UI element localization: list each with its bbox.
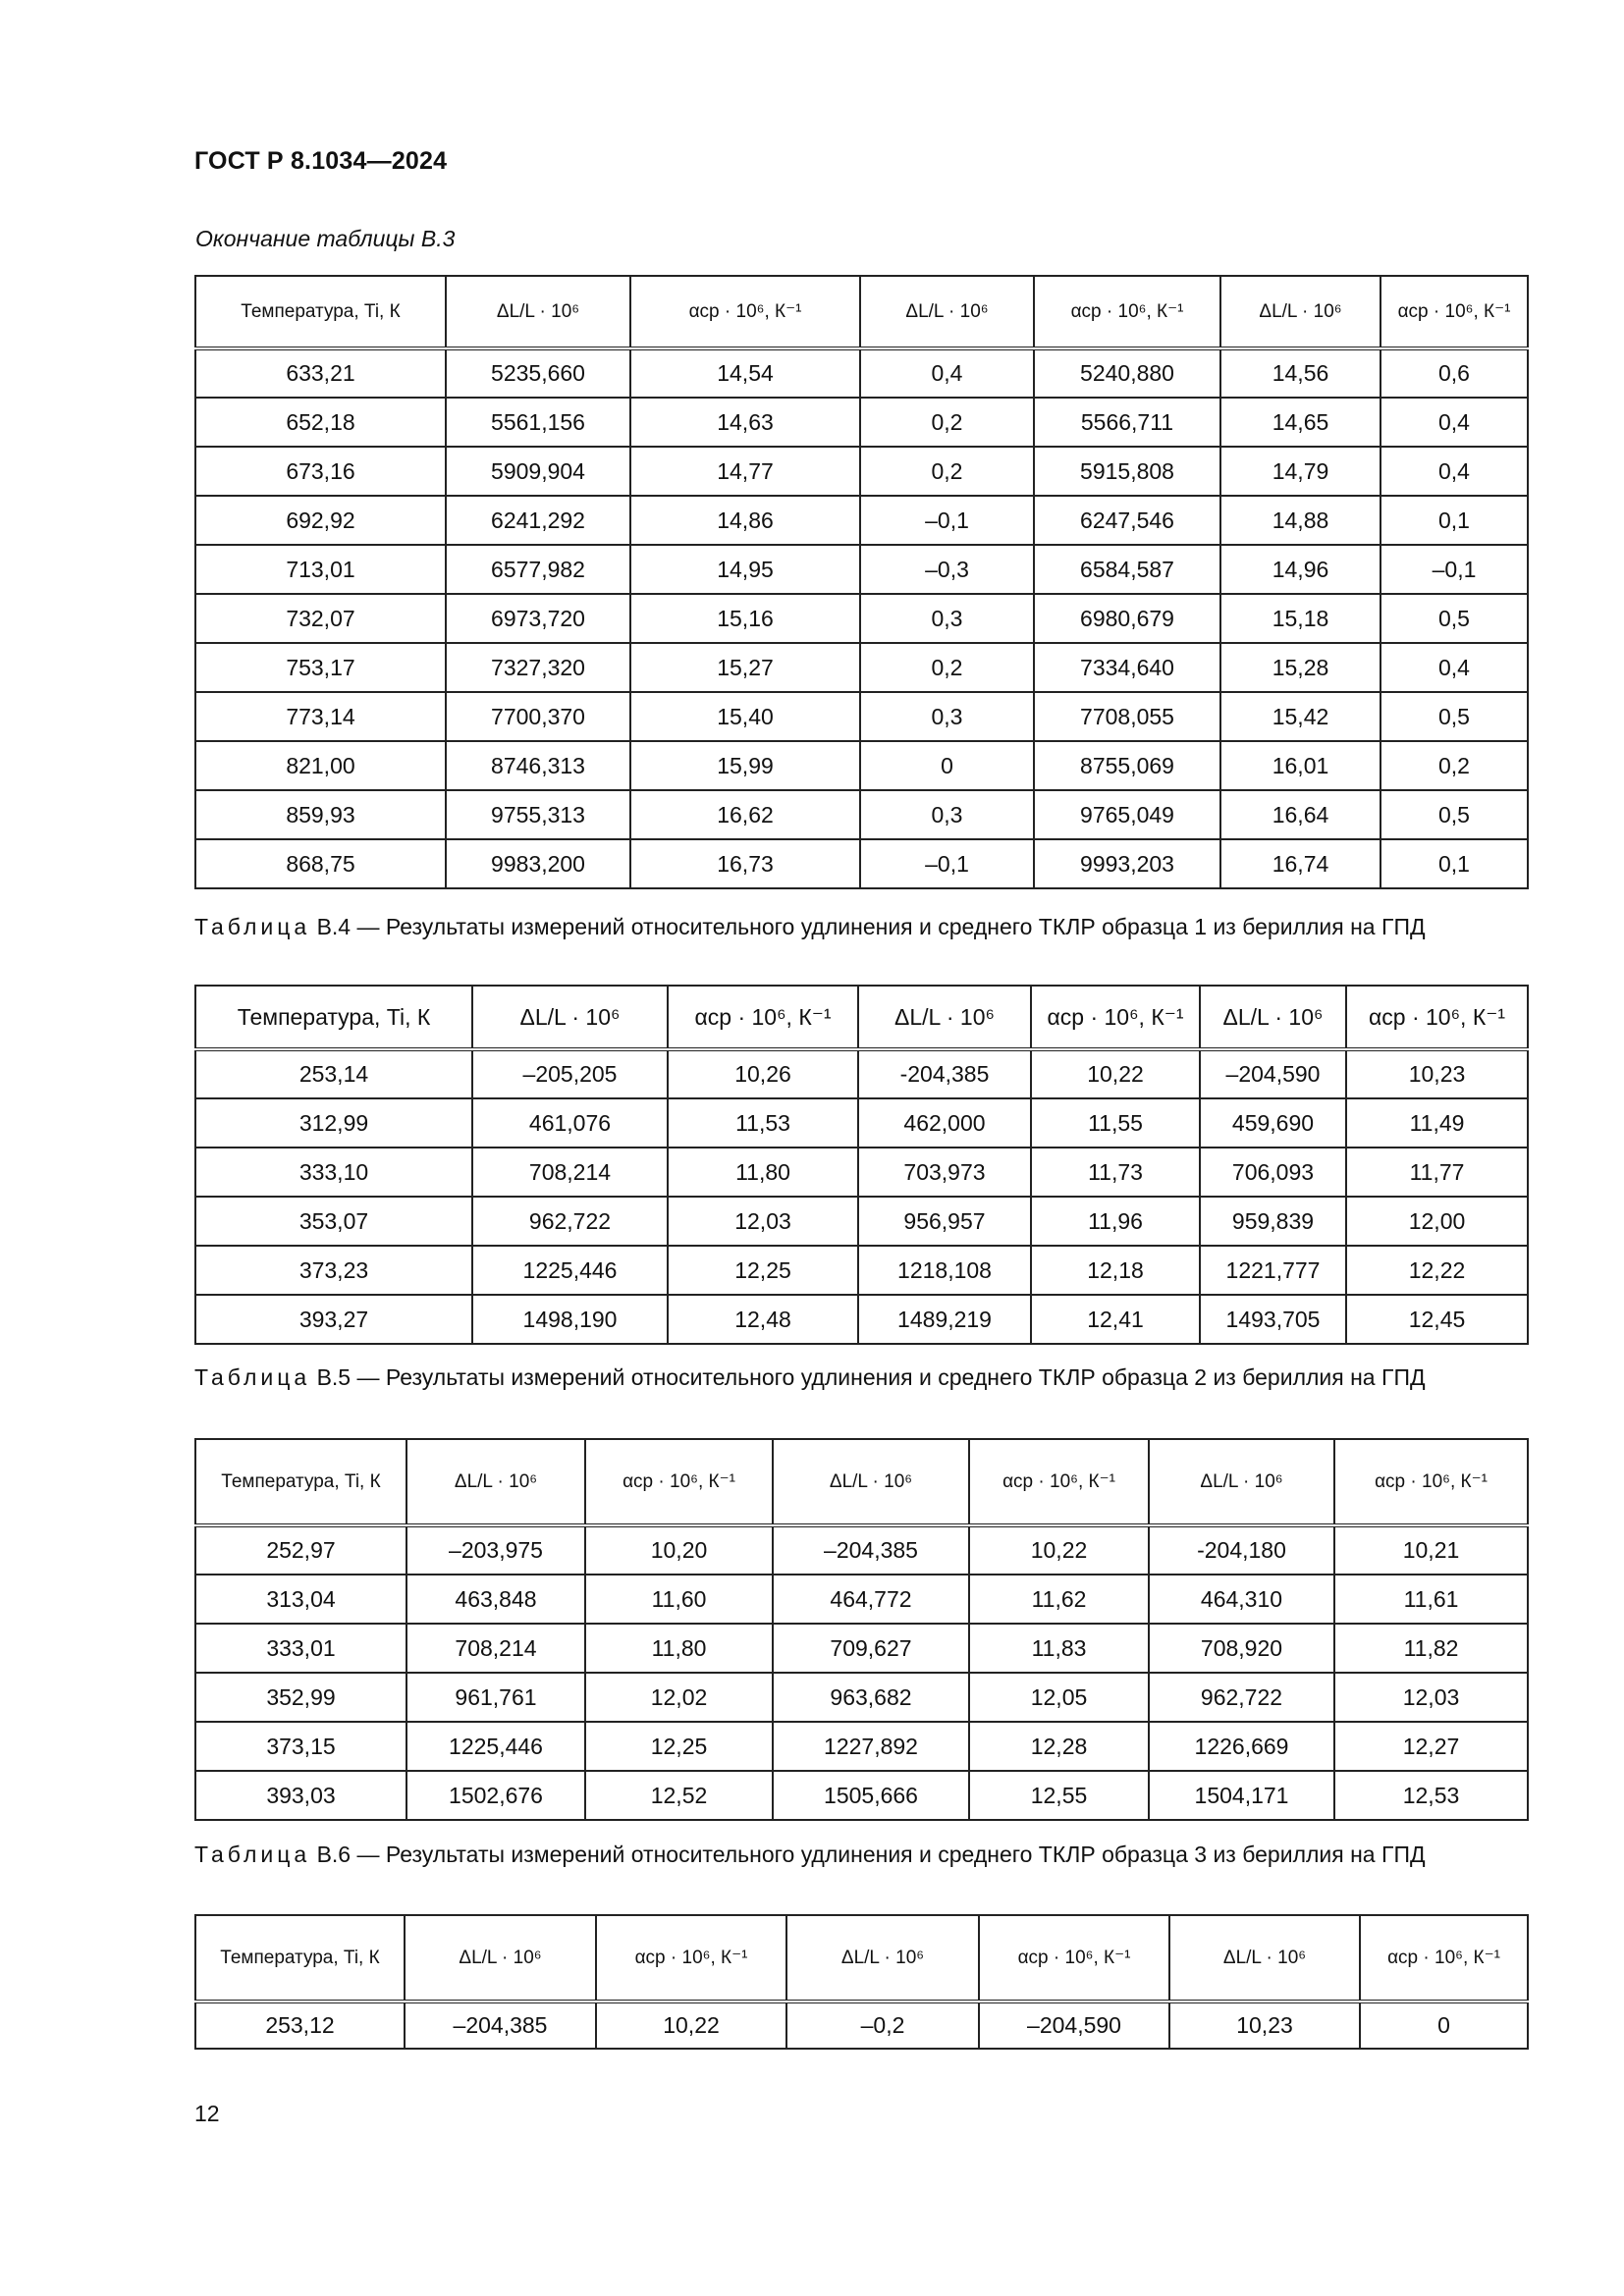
table-cell: 673,16: [195, 447, 446, 496]
table-cell: 8746,313: [446, 741, 630, 790]
table-cell: 14,86: [630, 496, 860, 545]
table-cell: 0,4: [1380, 398, 1528, 447]
table-cell: 353,07: [195, 1197, 472, 1246]
table-row: [195, 1624, 1528, 1673]
table-cell: 732,07: [195, 594, 446, 643]
table-cell: 10,22: [596, 2002, 786, 2049]
table-cell: –0,2: [786, 2002, 979, 2049]
table-cell: 0,3: [860, 790, 1034, 839]
table-cell: 12,48: [668, 1295, 858, 1344]
table-cell: –0,1: [1380, 545, 1528, 594]
table-cell: 1505,666: [773, 1771, 969, 1820]
table-cell: 708,214: [406, 1624, 585, 1673]
table-row: [195, 594, 1528, 643]
table-cell: 11,60: [585, 1575, 773, 1624]
table-cell: 11,53: [668, 1098, 858, 1148]
table-cell: 692,92: [195, 496, 446, 545]
table-cell: 5566,711: [1034, 398, 1220, 447]
column-header: ΔL/L · 10⁶: [472, 986, 668, 1049]
table-cell: 0,3: [860, 692, 1034, 741]
table-cell: 1493,705: [1200, 1295, 1346, 1344]
table-cell: 12,22: [1346, 1246, 1528, 1295]
table-cell: 0,2: [860, 398, 1034, 447]
table-cell: 7700,370: [446, 692, 630, 741]
table-cell: 252,97: [195, 1525, 406, 1575]
table-cell: 11,77: [1346, 1148, 1528, 1197]
page-number: 12: [194, 2101, 220, 2126]
column-header: αср · 10⁶, К⁻¹: [668, 986, 858, 1049]
table-cell: 11,62: [969, 1575, 1149, 1624]
table-cell: 961,761: [406, 1673, 585, 1722]
table-cell: 1504,171: [1149, 1771, 1334, 1820]
table-cell: 1221,777: [1200, 1246, 1346, 1295]
table-row: [195, 643, 1528, 692]
table-cell: –0,1: [860, 839, 1034, 888]
table-cell: 1226,669: [1149, 1722, 1334, 1771]
table-cell: 706,093: [1200, 1148, 1346, 1197]
table-row: [195, 1575, 1528, 1624]
table-cell: 11,83: [969, 1624, 1149, 1673]
table-label: Таблица: [194, 1842, 311, 1867]
column-header: αср · 10⁶, К⁻¹: [979, 1915, 1169, 2002]
table-row: [195, 1771, 1528, 1820]
table-cell: –204,590: [979, 2002, 1169, 2049]
table-row: [195, 692, 1528, 741]
table-cell: 16,62: [630, 790, 860, 839]
header-row: [195, 1915, 1528, 2002]
table-row: [195, 1295, 1528, 1344]
table-cell: 14,95: [630, 545, 860, 594]
table-cell: 1498,190: [472, 1295, 668, 1344]
table-label: Таблица: [194, 1364, 311, 1390]
table-cell: 708,214: [472, 1148, 668, 1197]
column-header: αср · 10⁶, К⁻¹: [1334, 1439, 1528, 1525]
table-cell: 0,4: [1380, 447, 1528, 496]
table-cell: 633,21: [195, 348, 446, 398]
table-cell: 6584,587: [1034, 545, 1220, 594]
table-cell: 12,41: [1031, 1295, 1200, 1344]
table-cell: 464,772: [773, 1575, 969, 1624]
table-cell: –204,385: [773, 1525, 969, 1575]
table-row: [195, 839, 1528, 888]
table-cell: 253,12: [195, 2002, 405, 2049]
table-cell: 393,03: [195, 1771, 406, 1820]
column-header: αср · 10⁶, К⁻¹: [1380, 276, 1528, 348]
table-cell: 7708,055: [1034, 692, 1220, 741]
table-b5-caption: [194, 1362, 1527, 1393]
table-cell: 459,690: [1200, 1098, 1346, 1148]
table-cell: 15,40: [630, 692, 860, 741]
table-cell: 14,54: [630, 348, 860, 398]
table-cell: 773,14: [195, 692, 446, 741]
table-cell: 821,00: [195, 741, 446, 790]
table-cell: 11,80: [668, 1148, 858, 1197]
table-cell: 5909,904: [446, 447, 630, 496]
column-header: Температура, Ti, К: [195, 1439, 406, 1525]
table-cell: 14,96: [1220, 545, 1380, 594]
table-cell: 15,42: [1220, 692, 1380, 741]
table-cell: 10,23: [1169, 2002, 1360, 2049]
table-cell: –0,1: [860, 496, 1034, 545]
table-cell: 959,839: [1200, 1197, 1346, 1246]
table-row: [195, 1197, 1528, 1246]
table-cell: 253,14: [195, 1049, 472, 1098]
table-cell: 868,75: [195, 839, 446, 888]
column-header: Температура, Ti, К: [195, 1915, 405, 2002]
column-header: ΔL/L · 10⁶: [405, 1915, 596, 2002]
table-label: Таблица: [194, 914, 311, 939]
table-row: [195, 1246, 1528, 1295]
table-cell: 703,973: [858, 1148, 1031, 1197]
column-header: αср · 10⁶, К⁻¹: [596, 1915, 786, 2002]
table-b4: [194, 985, 1529, 1345]
table-cell: 12,02: [585, 1673, 773, 1722]
table-cell: –204,590: [1200, 1049, 1346, 1098]
column-header: αср · 10⁶, К⁻¹: [1034, 276, 1220, 348]
table-row: [195, 1098, 1528, 1148]
table-cell: 5915,808: [1034, 447, 1220, 496]
table-row: [195, 545, 1528, 594]
table-cell: –203,975: [406, 1525, 585, 1575]
table-cell: 12,25: [585, 1722, 773, 1771]
table-cell: 7334,640: [1034, 643, 1220, 692]
table-b6-caption: [194, 1839, 1527, 1870]
table-title: В.4 — Результаты измерений относительного удлинения и среднего ТКЛР образца 1 из бериллия на ГПД: [316, 914, 1426, 939]
header-row: [195, 276, 1528, 348]
table-cell: 9993,203: [1034, 839, 1220, 888]
table-cell: 373,15: [195, 1722, 406, 1771]
column-header: ΔL/L · 10⁶: [786, 1915, 979, 2002]
header-row: [195, 986, 1528, 1049]
table-cell: 5240,880: [1034, 348, 1220, 398]
column-header: αср · 10⁶, К⁻¹: [1031, 986, 1200, 1049]
table-cell: 11,49: [1346, 1098, 1528, 1148]
table-cell: 956,957: [858, 1197, 1031, 1246]
column-header: Температура, Ti, К: [195, 986, 472, 1049]
table-cell: 708,920: [1149, 1624, 1334, 1673]
table-cell: 12,45: [1346, 1295, 1528, 1344]
table-b6: [194, 1914, 1529, 2050]
table-cell: 352,99: [195, 1673, 406, 1722]
table-cell: 0: [1360, 2002, 1528, 2049]
table-cell: 10,26: [668, 1049, 858, 1098]
table-row: [195, 741, 1528, 790]
table-row: [195, 447, 1528, 496]
table-cell: 1218,108: [858, 1246, 1031, 1295]
table-cell: 962,722: [472, 1197, 668, 1246]
table-cell: 0,2: [1380, 741, 1528, 790]
table-cell: 333,10: [195, 1148, 472, 1197]
table-row: [195, 1722, 1528, 1771]
table-cell: 16,01: [1220, 741, 1380, 790]
table-row: [195, 1673, 1528, 1722]
column-header: ΔL/L · 10⁶: [773, 1439, 969, 1525]
table-cell: 6980,679: [1034, 594, 1220, 643]
table-cell: 393,27: [195, 1295, 472, 1344]
table-cell: –205,205: [472, 1049, 668, 1098]
table-cell: 0,4: [860, 348, 1034, 398]
document-code: ГОСТ Р 8.1034—2024: [194, 147, 448, 175]
table-cell: 10,22: [969, 1525, 1149, 1575]
table-cell: 461,076: [472, 1098, 668, 1148]
table-cell: 14,65: [1220, 398, 1380, 447]
table-cell: 1225,446: [472, 1246, 668, 1295]
table-cell: 0,6: [1380, 348, 1528, 398]
column-header: ΔL/L · 10⁶: [446, 276, 630, 348]
table-row: [195, 1148, 1528, 1197]
table-cell: 14,79: [1220, 447, 1380, 496]
table-cell: 14,56: [1220, 348, 1380, 398]
table-b3-caption: Окончание таблицы В.3: [195, 226, 456, 251]
table-cell: 10,23: [1346, 1049, 1528, 1098]
column-header: ΔL/L · 10⁶: [860, 276, 1034, 348]
table-cell: -204,180: [1149, 1525, 1334, 1575]
column-header: ΔL/L · 10⁶: [1149, 1439, 1334, 1525]
table-cell: 753,17: [195, 643, 446, 692]
table-cell: 12,52: [585, 1771, 773, 1820]
header-row: [195, 1439, 1528, 1525]
table-cell: 12,25: [668, 1246, 858, 1295]
table-row: [195, 790, 1528, 839]
table-cell: 0: [860, 741, 1034, 790]
table-cell: -204,385: [858, 1049, 1031, 1098]
table-cell: 462,000: [858, 1098, 1031, 1148]
table-cell: 10,22: [1031, 1049, 1200, 1098]
table-row: [195, 1049, 1528, 1098]
table-b4-caption: [194, 911, 1527, 942]
table-cell: 0,1: [1380, 496, 1528, 545]
table-cell: 5235,660: [446, 348, 630, 398]
column-header: ΔL/L · 10⁶: [1220, 276, 1380, 348]
table-cell: 6241,292: [446, 496, 630, 545]
table-cell: 962,722: [1149, 1673, 1334, 1722]
table-row: [195, 2002, 1528, 2049]
table-cell: 464,310: [1149, 1575, 1334, 1624]
table-cell: 12,03: [1334, 1673, 1528, 1722]
table-cell: 333,01: [195, 1624, 406, 1673]
table-cell: 1489,219: [858, 1295, 1031, 1344]
column-header: αср · 10⁶, К⁻¹: [630, 276, 860, 348]
table-cell: 12,18: [1031, 1246, 1200, 1295]
table-cell: 16,73: [630, 839, 860, 888]
table-cell: 12,00: [1346, 1197, 1528, 1246]
table-cell: 0,2: [860, 447, 1034, 496]
column-header: ΔL/L · 10⁶: [406, 1439, 585, 1525]
table-cell: 373,23: [195, 1246, 472, 1295]
table-cell: 12,27: [1334, 1722, 1528, 1771]
table-cell: 11,82: [1334, 1624, 1528, 1673]
table-cell: 313,04: [195, 1575, 406, 1624]
table-cell: 0,1: [1380, 839, 1528, 888]
table-row: [195, 398, 1528, 447]
column-header: ΔL/L · 10⁶: [1169, 1915, 1360, 2002]
table-cell: 6577,982: [446, 545, 630, 594]
table-cell: 859,93: [195, 790, 446, 839]
table-row: [195, 348, 1528, 398]
table-cell: 1225,446: [406, 1722, 585, 1771]
table-title: В.6 — Результаты измерений относительного удлинения и среднего ТКЛР образца 3 из бериллия на ГПД: [316, 1842, 1426, 1867]
table-cell: 0,3: [860, 594, 1034, 643]
table-cell: 12,53: [1334, 1771, 1528, 1820]
table-cell: 12,28: [969, 1722, 1149, 1771]
table-cell: 11,96: [1031, 1197, 1200, 1246]
table-cell: 12,55: [969, 1771, 1149, 1820]
table-cell: 6973,720: [446, 594, 630, 643]
table-cell: 10,20: [585, 1525, 773, 1575]
table-b3: [194, 275, 1529, 889]
table-cell: 1502,676: [406, 1771, 585, 1820]
table-cell: 1227,892: [773, 1722, 969, 1771]
table-cell: 11,73: [1031, 1148, 1200, 1197]
table-cell: 7327,320: [446, 643, 630, 692]
table-cell: 312,99: [195, 1098, 472, 1148]
table-row: [195, 1525, 1528, 1575]
table-cell: 713,01: [195, 545, 446, 594]
column-header: αср · 10⁶, К⁻¹: [1346, 986, 1528, 1049]
table-cell: 6247,546: [1034, 496, 1220, 545]
table-cell: 15,18: [1220, 594, 1380, 643]
table-cell: 16,74: [1220, 839, 1380, 888]
column-header: ΔL/L · 10⁶: [858, 986, 1031, 1049]
table-cell: 0,2: [860, 643, 1034, 692]
table-cell: 16,64: [1220, 790, 1380, 839]
table-cell: 14,63: [630, 398, 860, 447]
column-header: Температура, Ti, К: [195, 276, 446, 348]
table-cell: 15,27: [630, 643, 860, 692]
table-cell: –204,385: [405, 2002, 596, 2049]
table-cell: 11,55: [1031, 1098, 1200, 1148]
table-cell: 652,18: [195, 398, 446, 447]
table-cell: 14,88: [1220, 496, 1380, 545]
table-cell: 5561,156: [446, 398, 630, 447]
table-cell: –0,3: [860, 545, 1034, 594]
table-title: В.5 — Результаты измерений относительного удлинения и среднего ТКЛР образца 2 из бериллия на ГПД: [316, 1364, 1426, 1390]
table-cell: 14,77: [630, 447, 860, 496]
table-cell: 11,80: [585, 1624, 773, 1673]
table-cell: 15,16: [630, 594, 860, 643]
table-cell: 12,03: [668, 1197, 858, 1246]
table-cell: 9755,313: [446, 790, 630, 839]
table-cell: 15,99: [630, 741, 860, 790]
table-cell: 8755,069: [1034, 741, 1220, 790]
table-cell: 9765,049: [1034, 790, 1220, 839]
table-cell: 463,848: [406, 1575, 585, 1624]
table-cell: 9983,200: [446, 839, 630, 888]
column-header: ΔL/L · 10⁶: [1200, 986, 1346, 1049]
table-cell: 0,5: [1380, 594, 1528, 643]
table-cell: 0,4: [1380, 643, 1528, 692]
table-cell: 709,627: [773, 1624, 969, 1673]
column-header: αср · 10⁶, К⁻¹: [1360, 1915, 1528, 2002]
table-row: [195, 496, 1528, 545]
table-cell: 15,28: [1220, 643, 1380, 692]
column-header: αср · 10⁶, К⁻¹: [585, 1439, 773, 1525]
column-header: αср · 10⁶, К⁻¹: [969, 1439, 1149, 1525]
table-cell: 0,5: [1380, 692, 1528, 741]
table-cell: 0,5: [1380, 790, 1528, 839]
table-b5: [194, 1438, 1529, 1821]
table-cell: 963,682: [773, 1673, 969, 1722]
table-cell: 12,05: [969, 1673, 1149, 1722]
table-cell: 10,21: [1334, 1525, 1528, 1575]
table-cell: 11,61: [1334, 1575, 1528, 1624]
